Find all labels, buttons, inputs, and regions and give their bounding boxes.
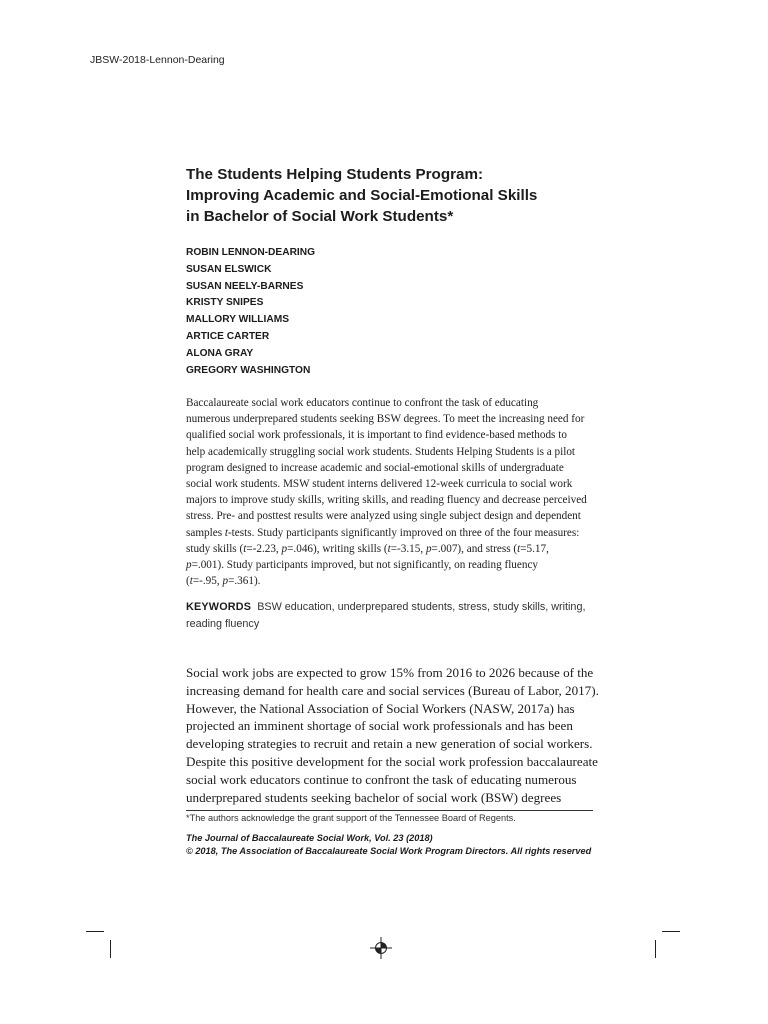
abstract-line: majors to improve study skills, writing skills, and reading fluency and decrease perceived <box>186 494 587 507</box>
crop-mark <box>110 940 111 958</box>
author-name: ARTICE CARTER <box>186 330 270 342</box>
abstract-line: help academically struggling social work students. Students Helping Students is a pilot <box>186 445 576 458</box>
body-line: However, the National Association of Social Workers (NASW, 2017a) has <box>186 700 575 716</box>
author-name: MALLORY WILLIAMS <box>186 314 289 326</box>
abstract-line: (t=-.95, p=.361). <box>186 575 261 588</box>
title-line: The Students Helping Students Program: <box>186 166 484 183</box>
running-head: JBSW-2018-Lennon-Dearing <box>90 54 225 66</box>
keywords-text: reading fluency <box>186 617 260 630</box>
abstract <box>186 395 596 589</box>
title-line: Improving Academic and Social-Emotional Skills <box>186 187 538 204</box>
abstract-line: stress. Pre- and posttest results were analyzed using single subject design and dependent <box>186 510 581 523</box>
abstract-line: social work students. MSW student interns delivered 12-week curricula to social work <box>186 478 573 491</box>
author-list <box>186 245 315 379</box>
author-name: ALONA GRAY <box>186 347 254 359</box>
footnote: *The authors acknowledge the grant support of the Tennessee Board of Regents. <box>186 813 516 823</box>
body-line: increasing demand for health care and social services (Bureau of Labor, 2017). <box>186 682 599 698</box>
crop-mark <box>655 940 656 958</box>
body-line: projected an imminent shortage of social work professionals and has been <box>186 718 573 734</box>
author-name: SUSAN ELSWICK <box>186 263 272 275</box>
crop-mark <box>86 931 104 932</box>
abstract-line: p=.001). Study participants improved, but not significantly, on reading fluency <box>186 559 539 572</box>
author-name: SUSAN NEELY-BARNES <box>186 280 304 292</box>
registration-mark-icon <box>370 937 392 959</box>
abstract-line: qualified social work professionals, it is important to find evidence-based methods to <box>186 429 567 442</box>
author-name: KRISTY SNIPES <box>186 297 264 309</box>
footnote-divider <box>186 810 593 811</box>
crop-mark <box>662 931 680 932</box>
abstract-line: Baccalaureate social work educators continue to confront the task of educating <box>186 397 539 409</box>
keywords <box>186 599 596 632</box>
author-name: ROBIN LENNON-DEARING <box>186 247 316 258</box>
body-line: Social work jobs are expected to grow 15% from 2016 to 2026 because of the <box>186 665 594 680</box>
journal-citation: The Journal of Baccalaureate Social Work, Vol. 23 (2018) <box>186 833 433 843</box>
keywords-label: KEYWORDS <box>186 601 252 613</box>
author-name: GREGORY WASHINGTON <box>186 364 311 376</box>
body-text <box>186 664 599 806</box>
abstract-line: program designed to increase academic and social-emotional skills of undergraduate <box>186 461 564 474</box>
article-title <box>186 164 606 227</box>
journal-info <box>186 832 591 857</box>
abstract-line: study skills (t=-2.23, p=.046), writing skills (t=-3.15, p=.007), and stress (t=5.17, <box>186 542 549 555</box>
abstract-line: numerous underprepared students seeking BSW degrees. To meet the increasing need for <box>186 413 585 426</box>
body-line: Despite this positive development for the social work profession baccalaureate <box>186 753 598 769</box>
body-line: underprepared students seeking bachelor of social work (BSW) degrees <box>186 789 562 805</box>
keywords-text: BSW education, underprepared students, stress, study skills, writing, <box>257 601 586 613</box>
body-line: developing strategies to recruit and retain a new generation of social workers. <box>186 736 593 752</box>
body-line: social work educators continue to confront the task of educating numerous <box>186 771 577 787</box>
title-line: in Bachelor of Social Work Students* <box>186 208 454 225</box>
abstract-line: samples t-tests. Study participants significantly improved on three of the four measures: <box>186 526 580 539</box>
copyright-notice: © 2018, The Association of Baccalaureate Social Work Program Directors. All rights reserved <box>186 845 592 856</box>
